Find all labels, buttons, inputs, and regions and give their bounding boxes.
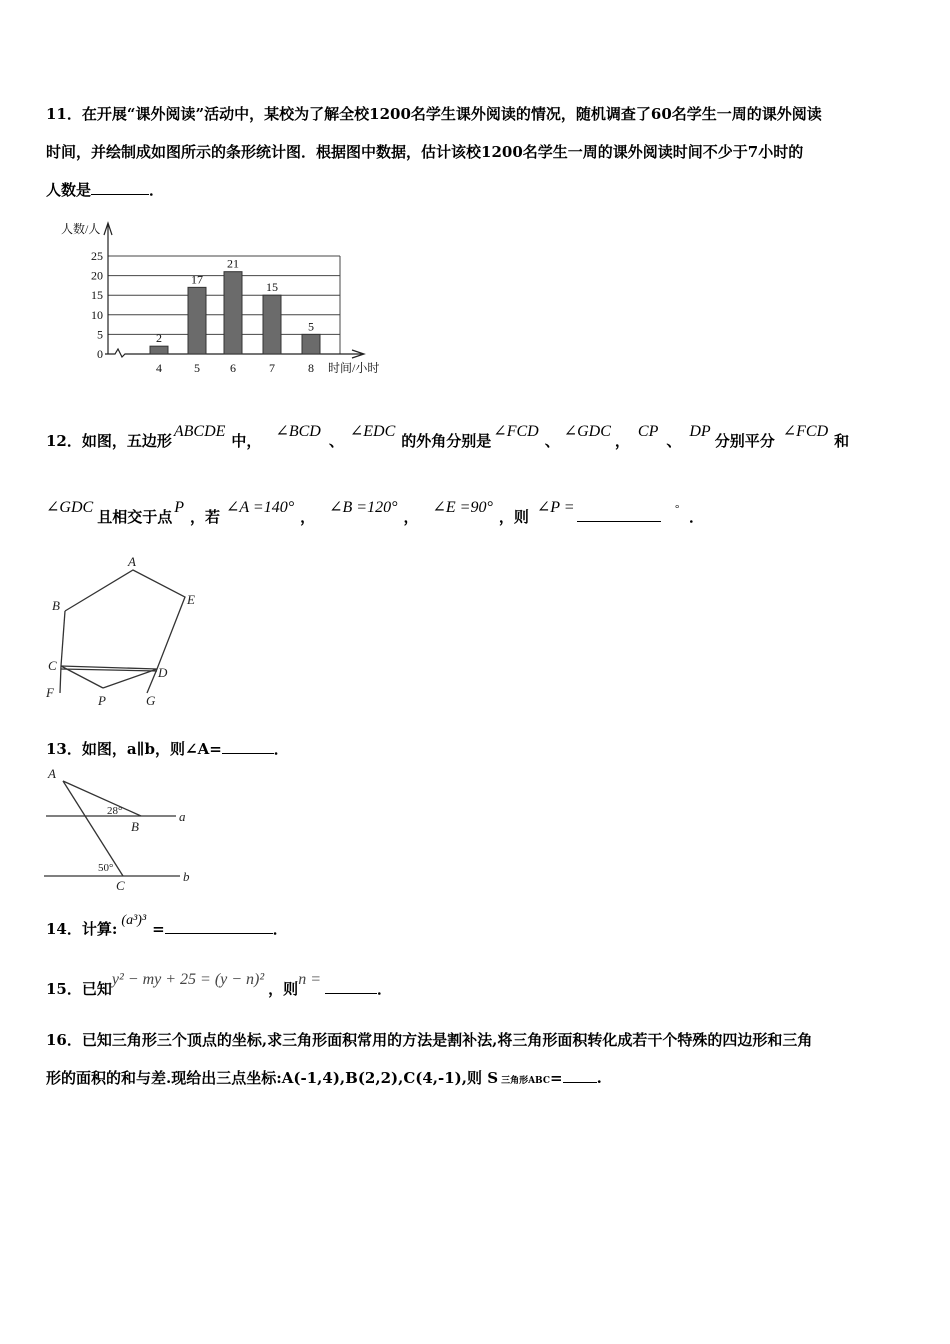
q12-t10: ，若 (189, 508, 220, 526)
label-b: B (52, 598, 60, 613)
segment-ac (63, 781, 123, 876)
q13-answer-blank[interactable] (222, 739, 274, 754)
q13-text: 13．如图，a∥b，则∠A= (46, 740, 222, 758)
y-tick-label: 10 (91, 307, 103, 322)
q15-end: ． (376, 980, 392, 998)
q13-line (46, 738, 289, 759)
q11-line-1: 11．在开展“课外阅读”活动中，某校为了解全校1200名学生课外阅读的情况，随机调查了60名学生一周的课外阅读 (46, 105, 822, 123)
q16-subscript: 三角形ABC (501, 1076, 550, 1086)
q12-t6: 、 (666, 432, 682, 450)
q12-t8: 和 (834, 432, 850, 450)
q12-m9: ∠GDC (46, 499, 94, 516)
q12-t5: ， (614, 432, 630, 450)
label-c: C (48, 658, 57, 673)
pentagon-figure (40, 553, 220, 713)
q14-end: ． (272, 920, 288, 938)
q16-line-1: 16．已知三角形三个顶点的坐标,求三角形面积常用的方法是割补法,将三角形面积转化成若干个特殊的四边形和三角 (46, 1031, 813, 1049)
q12-m6: CP (637, 423, 659, 440)
q12-m11: ∠A =140° (226, 499, 295, 516)
x-tick-label: 5 (194, 361, 200, 375)
q11-line-3-text: 人数是 (46, 181, 92, 199)
q15-m2: n = (298, 971, 321, 988)
extension-cf (60, 666, 61, 693)
x-tick-label: 8 (308, 361, 314, 375)
y-tick-label: 0 (97, 347, 103, 361)
bar-value-label: 17 (191, 272, 203, 287)
pentagon-edge-bc (61, 611, 65, 666)
parallel-lines-figure (40, 763, 210, 898)
angle-28-label: 28° (107, 805, 123, 817)
q12-m4: ∠FCD (493, 423, 539, 440)
q12-line-1 (46, 423, 850, 451)
y-tick-label: 25 (91, 249, 103, 263)
label-g: G (146, 693, 156, 708)
q15-math: y² − my + 25 = (y − n)² (111, 971, 265, 988)
q15-text: 15．已知 (46, 980, 112, 998)
q12-t4: 、 (544, 432, 560, 450)
angle-50-label: 50° (98, 862, 114, 874)
q12-t12: ， (403, 508, 419, 526)
segment-cd-second (61, 669, 157, 671)
q12-m1: ABCDE (173, 423, 226, 440)
y-tick-label: 5 (97, 327, 103, 342)
label-p: P (98, 693, 106, 708)
q14-math: (a³)³ (121, 913, 147, 928)
pentagon-edges (61, 570, 185, 669)
bar (302, 334, 320, 354)
q12-m7: DP (689, 423, 711, 440)
q14-text: 14．计算: (46, 920, 118, 938)
y-axis-title: 人数/人 (61, 222, 101, 236)
label-d: D (158, 665, 168, 680)
q12-t11: ， (300, 508, 316, 526)
label-a-point: A (48, 766, 56, 781)
q12-m8: ∠FCD (782, 423, 829, 440)
q12-end: ． (688, 508, 704, 526)
q13-end: ． (273, 740, 289, 758)
q12-line-2 (46, 499, 704, 527)
q16-line-2 (46, 1067, 602, 1088)
bar-value-label: 15 (266, 280, 278, 295)
bar-value-label: 2 (156, 331, 162, 346)
bar (150, 346, 168, 354)
q11-line-2: 时间，并绘制成如图所示的条形统计图．根据图中数据，估计该校1200名学生一周的课外阅读时间不少于7小时的 (46, 143, 804, 161)
label-a: A (128, 554, 136, 569)
q16-answer-blank[interactable] (563, 1068, 597, 1083)
q16-line-2-text: 形的面积的和与差.现给出三点坐标:A(-1,4),B(2,2),C(4,-1),则 S (46, 1069, 499, 1087)
bar (188, 287, 206, 354)
q12-m12: ∠B =120° (329, 499, 398, 516)
q12-m3: ∠EDC (349, 423, 396, 440)
q11-line-3 (46, 179, 164, 200)
label-e: E (187, 592, 195, 607)
q12-m2: ∠BCD (275, 423, 321, 440)
q12-m5: ∠GDC (563, 423, 611, 440)
q16-end: . (596, 1069, 602, 1087)
q14-line (46, 913, 288, 939)
q15-answer-blank[interactable] (325, 979, 377, 994)
y-tick-label: 15 (91, 288, 103, 303)
q12-t3: 的外角分别是 (401, 432, 492, 450)
q12-m13: ∠E =90° (432, 499, 493, 516)
q12-t1: 中， (231, 432, 262, 450)
q12-m10: P (174, 499, 184, 516)
label-f: F (46, 685, 54, 700)
q14-eq: = (152, 920, 165, 938)
y-tick-label: 20 (91, 268, 103, 283)
label-line-a: a (179, 809, 186, 824)
q12-t7: 分别平分 (714, 432, 775, 450)
bar (263, 295, 281, 354)
label-c-point: C (116, 878, 125, 893)
x-tick-label: 7 (269, 361, 275, 375)
q11-answer-blank[interactable] (91, 180, 149, 195)
segment-dp (103, 669, 157, 688)
bar-value-label: 5 (308, 319, 314, 334)
label-line-b: b (183, 869, 190, 884)
q12-m15: ° (674, 503, 679, 515)
x-tick-label: 6 (230, 361, 236, 375)
reading-time-bar-chart (45, 215, 405, 380)
q12-t2: 、 (328, 432, 344, 450)
q11-end: ． (149, 181, 165, 199)
x-axis-title: 时间/小时 (328, 361, 380, 375)
x-tick-label: 4 (156, 361, 162, 375)
q12-num: 12．如图，五边形 (46, 432, 172, 450)
q14-answer-blank[interactable] (165, 919, 273, 934)
q15-line (46, 971, 392, 999)
q12-t9: 且相交于点 (97, 508, 173, 526)
q16-eq: = (549, 1069, 563, 1087)
bar-value-label: 21 (227, 256, 239, 271)
q12-m14: ∠P = (536, 499, 575, 516)
q12-answer-blank[interactable] (577, 507, 661, 522)
label-b-point: B (131, 819, 139, 834)
bar (224, 272, 242, 354)
q15-t2: ，则 (268, 980, 299, 998)
q12-t13: ，则 (498, 508, 529, 526)
